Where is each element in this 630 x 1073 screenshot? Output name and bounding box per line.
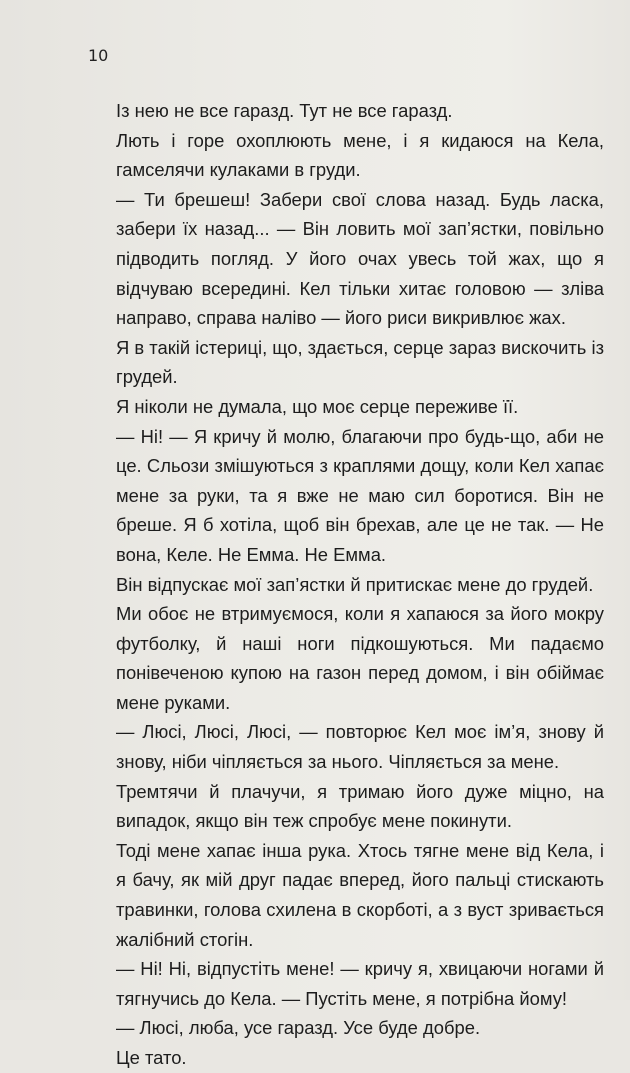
paragraph: — Люсі, люба, усе гаразд. Усе буде добре. [116,1017,481,1039]
paragraph: — Люсі, Люсі, Люсі, — повторює Кел моє ім’я, знову й знову, ніби чіпляється за нього. Чіпляється за мене. [116,721,604,773]
paragraph: Це тато. [116,1047,187,1068]
paragraph: Він відпускає мої зап’ястки й притискає мене до грудей. [116,573,594,595]
paragraph: Я в такій істериці, що, здається, серце зараз вискочить із грудей. [116,336,604,388]
paragraph: Я ніколи не думала, що моє серце переживе її. [116,395,519,417]
paragraph: — Ні! — Я кричу й молю, благаючи про будь-що, аби не це. Сльози змішуються з краплями дощу, коли Кел хапає мене за руки, та я вже не маю сил боротися. Він не бреше. Я б хотіла, щоб він брехав, але це не так. — Не вона, Келе. Не Емма. Не Емма. [116,425,604,565]
paragraph: — Ні! Ні, відпустіть мене! — кричу я, хвицаючи ногами й тягнучись до Кела. — Пустіть мене, я потрібна йому! [116,958,604,1009]
page-number: 10 [88,46,109,65]
paragraph: Лють і горе охоплюють мене, і я кидаюся на Кела, гамселячи кулаками в груди. [116,129,604,181]
paragraph: Тремтячи й плачучи, я тримаю його дуже міцно, на випадок, якщо він теж спробує мене покинути. [116,780,604,832]
paragraph: Ми обоє не втримуємося, коли я хапаюся за його мокру футболку, й наші ноги підкошуються. Ми падаємо понівеченою купою на газон перед домом, і він обіймає мене руками. [116,603,604,713]
paragraph: Із нею не все гаразд. Тут не все гаразд. [116,100,453,121]
paragraph: Тоді мене хапає інша рука. Хтось тягне мене від Кела, і я бачу, як мій друг падає вперед, його пальці стискають травинки, голова схилена в скорботі, а з вуст зривається жалібний стогін. [116,839,604,950]
body-text [116,96,604,1073]
paragraph: — Ти брешеш! Забери свої слова назад. Будь ласка, забери їх назад... — Він ловить мої зап’ястки, повільно підводить погляд. У його очах увесь той жах, що я відчуваю всередині. Кел тільки хитає головою — зліва направо, справа наліво — його риси викривлює жах. [116,188,604,329]
